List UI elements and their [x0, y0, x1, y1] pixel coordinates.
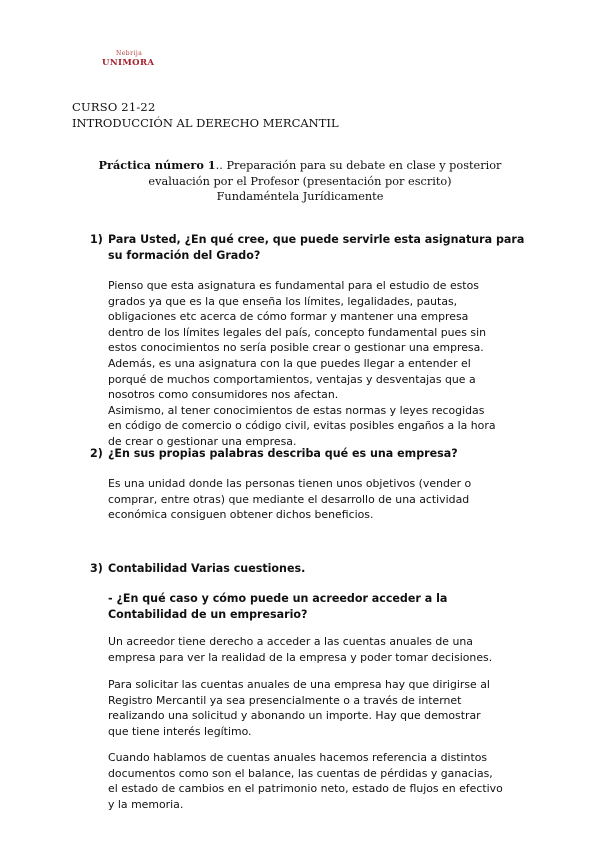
question-1-line2: su formación del Grado?	[108, 248, 261, 262]
question-2-line1: ¿En sus propias palabras describa qué es una empresa?	[108, 447, 458, 460]
answer-3-line: Cuando hablamos de cuentas anuales hacemos referencia a distintos	[108, 751, 488, 764]
logo-top-text: Nebrija	[116, 50, 143, 57]
practice-number: Práctica número 1	[98, 158, 216, 172]
practice-title-line2: evaluación por el Profesor (presentación por escrito)	[148, 174, 452, 188]
course-subject: INTRODUCCIÓN AL DERECHO MERCANTIL	[72, 115, 339, 130]
answer-3-paragraph-2	[108, 677, 528, 739]
answer-1-line: nosotros como consumidores nos afectan.	[108, 388, 339, 402]
answer-3-line: Para solicitar las cuentas anuales de una empresa hay que dirigirse al	[108, 678, 490, 691]
answer-1-line: dentro de los límites legales del país, concepto fundamental pues sin	[108, 325, 486, 339]
answer-1	[108, 278, 528, 450]
answer-2-line: Es una unidad donde las personas tienen unos objetivos (vender o	[108, 477, 472, 490]
answer-1-line: grados ya que es la que enseña los límites, legalidades, pautas,	[108, 294, 458, 308]
course-year: CURSO 21-22	[72, 100, 156, 114]
answer-3-line: realizando una solicitud y abonando un importe. Hay que demostrar	[108, 709, 481, 723]
question-1-number: 1)	[90, 233, 103, 246]
answer-3-line: que tiene interés legítimo.	[108, 724, 252, 738]
answer-3-line: empresa para ver la realidad de la empresa y poder tomar decisiones.	[108, 650, 493, 664]
question-1	[90, 232, 525, 262]
answer-3-line: Registro Mercantil ya sea presencialmente o a través de internet	[108, 693, 462, 707]
answer-1-line: en código de comercio o código civil, evitas posibles engaños a la hora	[108, 419, 496, 433]
practice-description: .. Preparación para su debate en clase y posterior	[215, 159, 502, 172]
answer-1-line: Asimismo, al tener conocimientos de estas normas y leyes recogidas	[108, 403, 485, 417]
subquestion-line: Contabilidad de un empresario?	[108, 607, 308, 621]
answer-1-line: obligaciones etc acerca de cómo formar y mantener una empresa	[108, 310, 469, 324]
answer-3-paragraph-3	[108, 750, 528, 812]
subquestion-line: - ¿En qué caso y cómo puede un acreedor acceder a la	[108, 592, 448, 605]
logo-bottom-text: UNIMORA	[102, 58, 155, 68]
practice-title	[0, 158, 600, 205]
practice-title-line1	[0, 158, 600, 174]
answer-2-line: económica consiguen obtener dichos beneficios.	[108, 508, 374, 522]
answer-3-line: y la memoria.	[108, 797, 184, 811]
answer-1-line: Pienso que esta asignatura es fundamental para el estudio de estos	[108, 279, 479, 292]
answer-1-line: estos conocimientos no sería posible crear o gestionar una empresa.	[108, 341, 484, 355]
answer-3-line: Un acreedor tiene derecho a acceder a las cuentas anuales de una	[108, 635, 473, 648]
practice-title-line3: Fundaméntela Jurídicamente	[216, 190, 384, 203]
answer-3-line: documentos como son el balance, las cuentas de pérdidas y ganacias,	[108, 766, 493, 780]
answer-3-paragraph-1	[108, 634, 528, 665]
question-2-number: 2)	[90, 447, 103, 460]
answer-2	[108, 476, 528, 523]
answer-2-line: comprar, entre otras) que mediante el desarrollo de una actividad	[108, 492, 470, 506]
answer-1-line: porqué de muchos comportamientos, ventajas y desventajas que a	[108, 372, 476, 386]
question-3-number: 3)	[90, 562, 103, 575]
document-header	[72, 100, 339, 131]
question-1-line1: Para Usted, ¿En qué cree, que puede servirle esta asignatura para	[108, 233, 525, 246]
answer-1-line: Además, es una asignatura con la que puedes llegar a entender el	[108, 356, 471, 370]
question-3	[90, 561, 306, 577]
answer-1-line: de crear o gestionar una empresa.	[108, 434, 297, 448]
answer-3-line: el estado de cambios en el patrimonio neto, estado de flujos en efectivo	[108, 782, 503, 796]
question-3-subquestion	[108, 591, 447, 622]
question-2	[90, 446, 458, 462]
question-3-line1: Contabilidad Varias cuestiones.	[108, 562, 306, 575]
university-logo	[102, 50, 155, 70]
